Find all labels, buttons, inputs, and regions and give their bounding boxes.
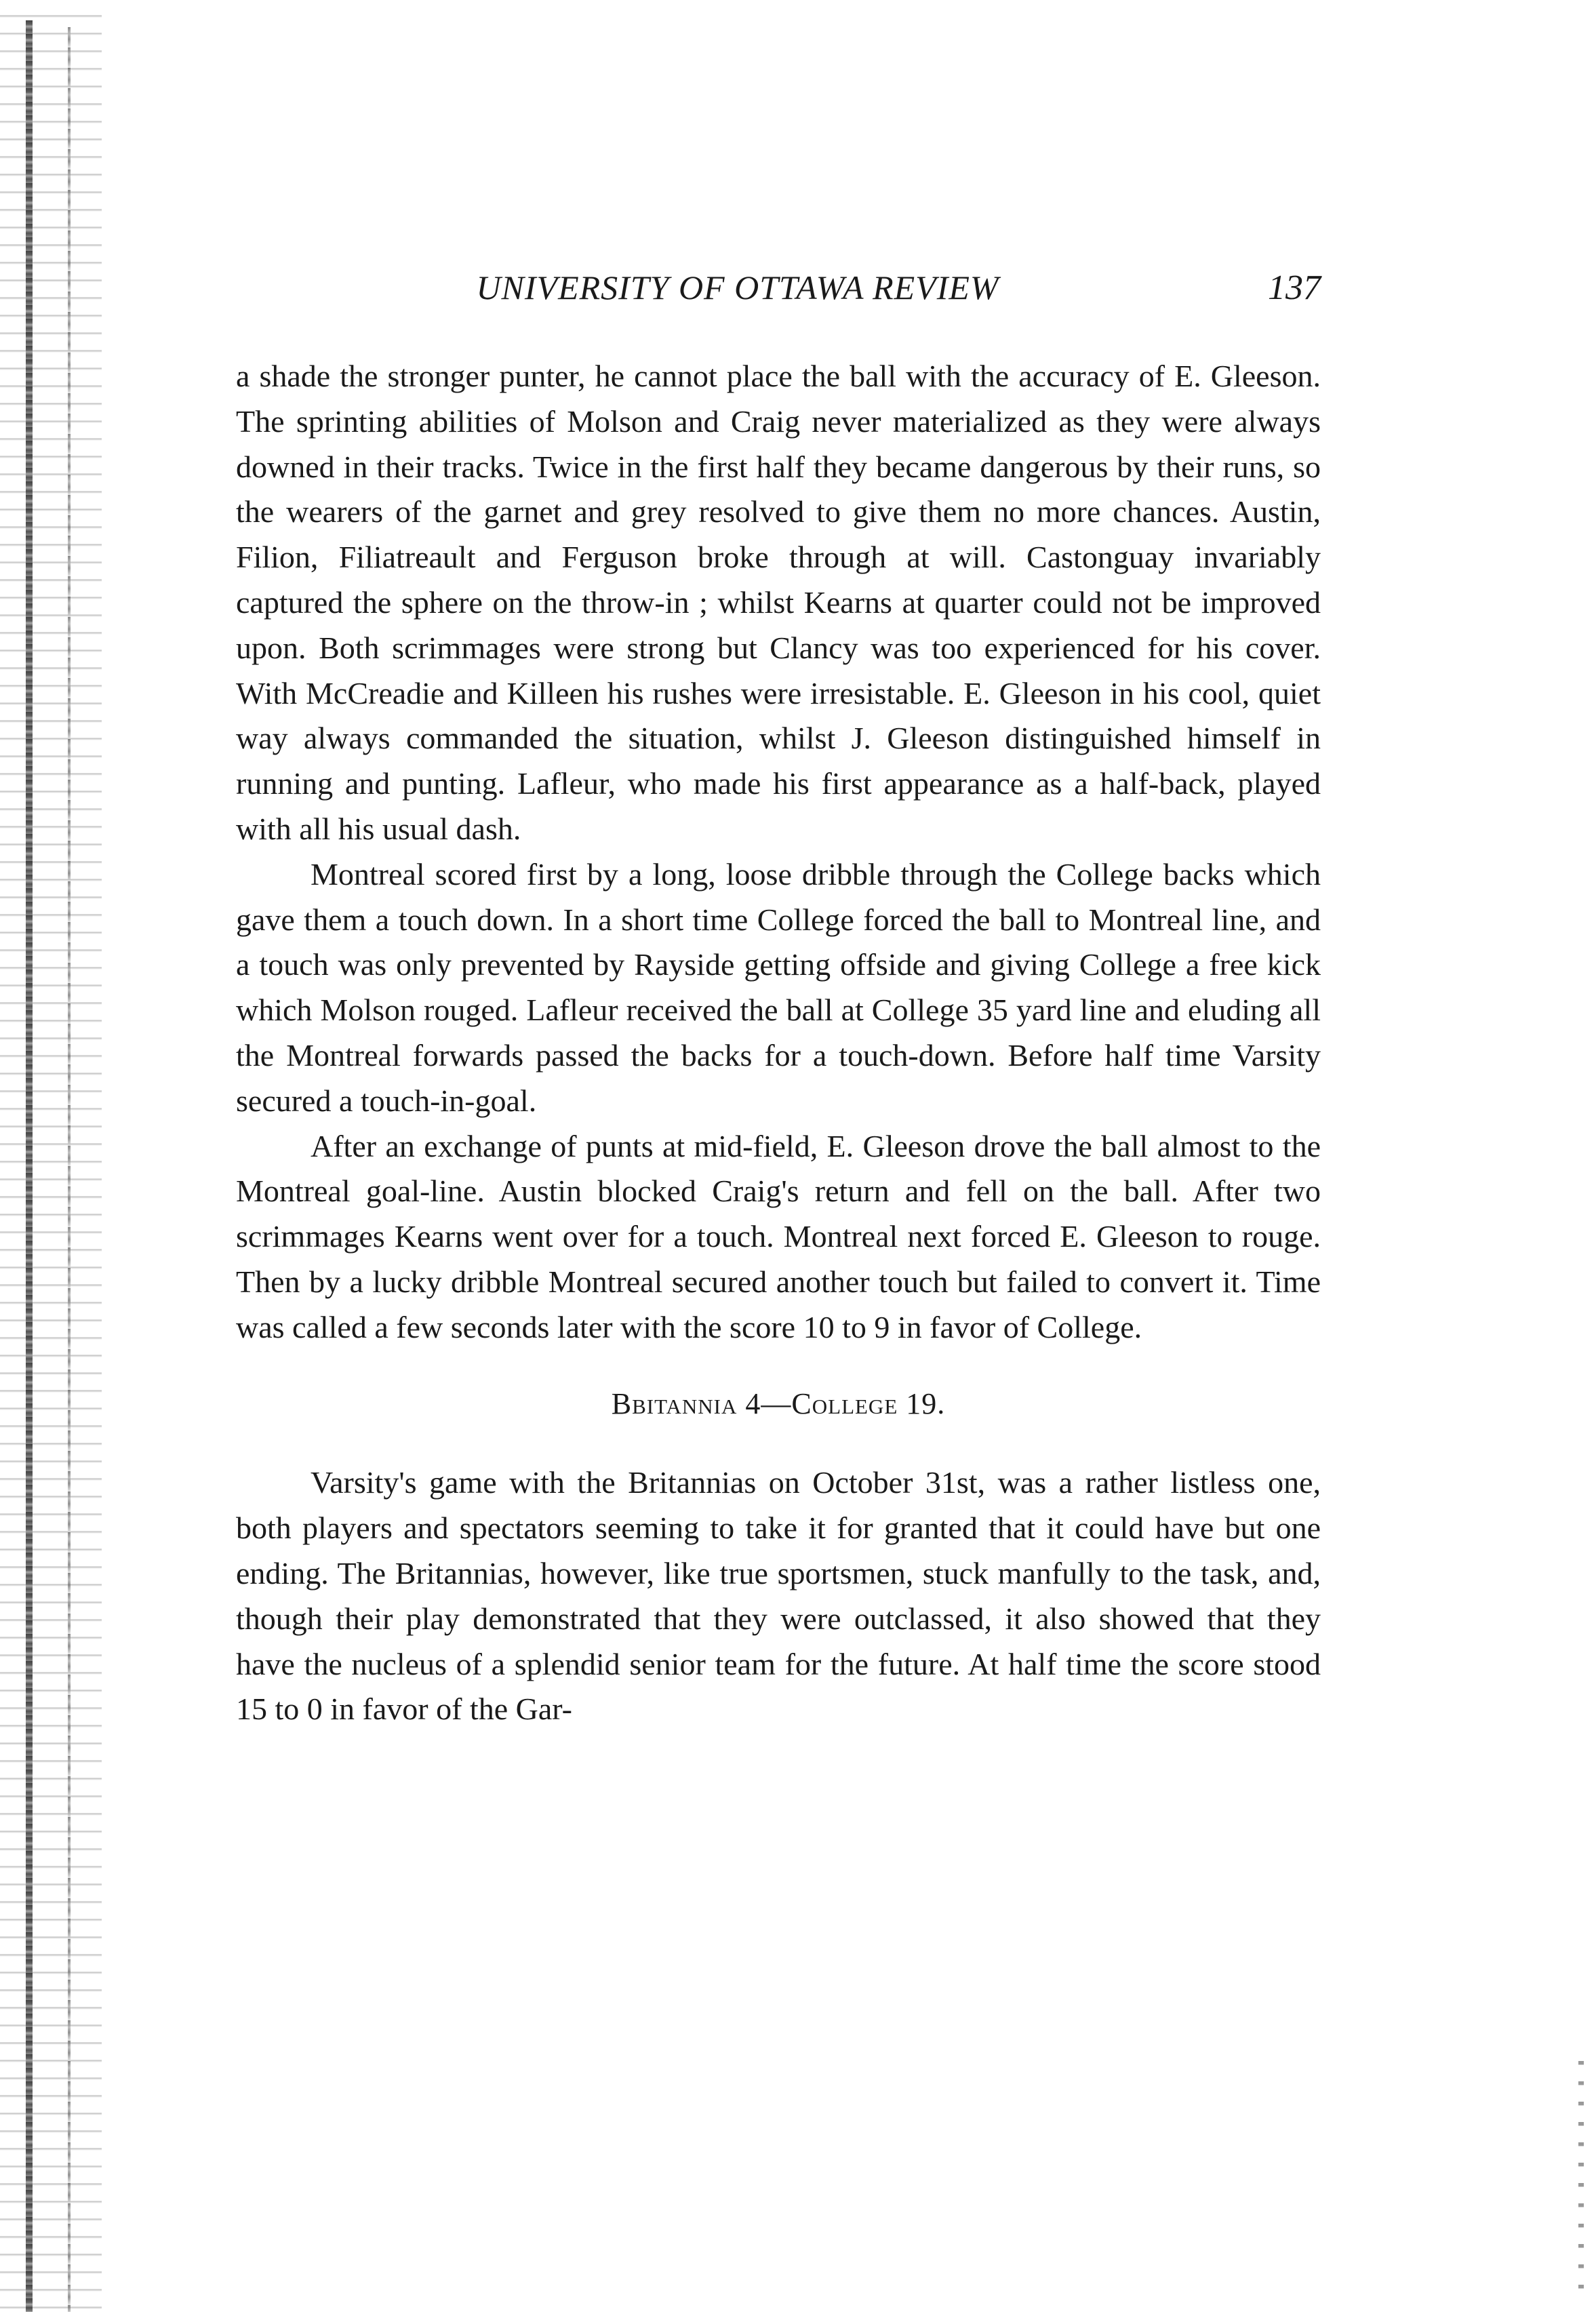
binding-gutter (0, 0, 102, 2322)
article-body (236, 354, 1321, 1732)
running-title: UNIVERSITY OF OTTAWA REVIEW (476, 268, 999, 306)
paragraph: a shade the stronger punter, he cannot place the ball with the accuracy of E. Gleeson. The sprinting abilities of Molson and Craig never materialized as they were always downed in their tracks. Twice in the first half they became dangerous by their runs, so the wearers of the garnet and grey resolved to give them no more chances. Austin, Filion, Filiatreault and Ferguson broke through at will. Castonguay invariably captured the sphere on the throw-in ; whilst Kearns at quarter could not be improved upon. Both scrimmages were strong but Clancy was too experienced for his cover. With McCreadie and Killeen his rushes were irresistable. E. Gleeson in his cool, quiet way always commanded the situation, whilst J. Gleeson distinguished himself in running and punting. Lafleur, who made his first appearance as a half-back, played with all his usual dash. (236, 359, 1321, 846)
paragraph: After an exchange of punts at mid-field, E. Gleeson drove the ball almost to the Montreal goal-line. Austin blocked Craig's return and fell on the ball. After two scrimmages Kearns went over for a touch. Montreal next forced E. Gleeson to rouge. Then by a lucky dribble Montreal secured another touch but failed to convert it. Time was called a few seconds later with the score 10 to 9 in favor of College. (236, 1128, 1321, 1344)
page-number: 137 (1268, 268, 1321, 307)
section-heading: Bbitannia 4—College 19. (611, 1386, 946, 1420)
paragraph: Montreal scored first by a long, loose dribble through the College backs which gave them a touch down. In a short time College forced the ball to Montreal line, and a touch was only prevented by Rayside getting offside and giving College a free kick which Molson rouged. Lafleur received the ball at College 35 yard line and eluding all the Montreal forwards passed the backs for a touch-down. Before half time Varsity secured a touch-in-goal. (236, 856, 1321, 1118)
scan-edge-marks (1578, 2061, 1584, 2298)
paragraph: Varsity's game with the Britannias on October 31st, was a rather listless one, both players and spectators seeming to take it for granted that it could have but one ending. The Britannias, however, like true sportsmen, stuck manfully to the task, and, though their play demonstrated that they were outclassed, it also showed that they have the nucleus of a splendid senior team for the future. At half time the score stood 15 to 0 in favor of the Gar- (236, 1465, 1321, 1727)
running-head (236, 268, 1321, 322)
binding-edge-inner (68, 27, 71, 2312)
binding-edge (26, 20, 33, 2312)
